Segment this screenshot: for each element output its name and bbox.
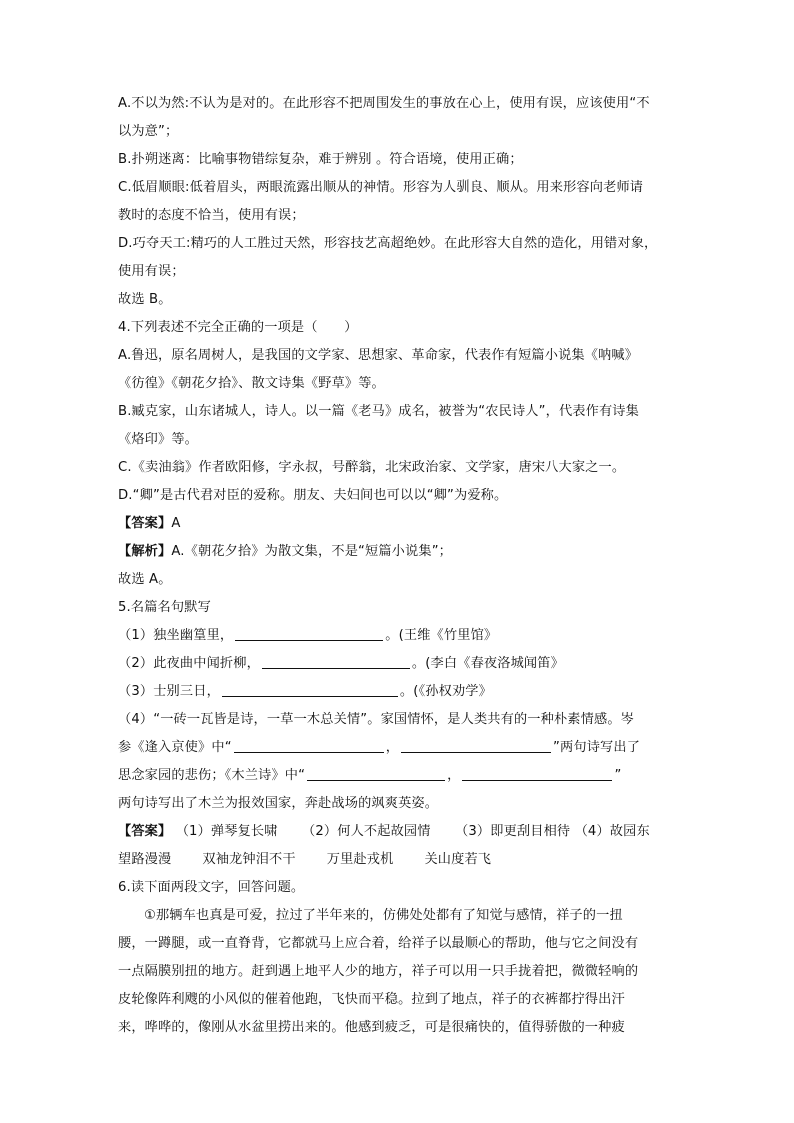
q5-stem: 5.名篇名句默写 (118, 600, 211, 615)
q3-analysis-a-line2: 以为意”； (118, 124, 179, 139)
q4-option-a-line1: A.鲁迅，原名周树人，是我国的文学家、思想家、革命家，代表作有短篇小说集《呐喊》 (118, 348, 639, 363)
analysis-tag: 【解析】 (118, 544, 172, 559)
q5-item-4-line2 (118, 734, 678, 762)
fill-blank[interactable] (222, 682, 398, 697)
q4-option-b-line1: B.臧克家，山东诸城人，诗人。以一篇《老马》成名，被誉为“农民诗人”，代表作有诗集 (118, 404, 639, 419)
q5-item-3-source: 。(《孙权劝学》 (399, 684, 492, 699)
q5-item-3-text: （3）士别三日， (118, 684, 220, 699)
answer-tag: 【答案】 (118, 824, 172, 839)
q5-item-4-text: 参《逢入京使》中“ (118, 740, 232, 755)
q4-answer-value: A (171, 516, 181, 531)
fill-blank[interactable] (262, 654, 410, 669)
q6-passage-line4: 皮轮像阵利飕的小风似的催着他跑，飞快而平稳。拉到了地点，祥子的衣裤都拧得出汗 (118, 992, 625, 1007)
comma: ， (447, 768, 461, 783)
q6-passage-line1: ①那辆车也真是可爱，拉过了半年来的，仿佛处处都有了知觉与感情，祥子的一扭 (144, 908, 623, 923)
q3-analysis-b: B.扑朔迷离：比喻事物错综复杂，难于辨别 。符合语境，使用正确； (118, 152, 523, 167)
fill-blank[interactable] (401, 738, 551, 753)
answer-tag: 【答案】 (118, 516, 172, 531)
q4-option-b-line2: 《烙印》等。 (118, 432, 199, 447)
q5-item-1-text: （1）独坐幽篁里， (118, 628, 234, 643)
q5-item-1 (118, 622, 678, 650)
q4-stem: 4.下列表述不完全正确的一项是（ ） (118, 320, 358, 335)
q4-option-d: D.“卿”是古代君对臣的爱称。朋友、夫妇间也可以以“卿”为爱称。 (118, 488, 508, 503)
q3-analysis-d-line1: D.巧夺天工:精巧的人工胜过天然，形容技艺高超绝妙。在此形容大自然的造化，用错对象， (118, 236, 658, 251)
q3-analysis-d-line2: 使用有误； (118, 264, 185, 279)
q5-item-4-line1: （4）“一砖一瓦皆是诗，一草一木总关情”。家国情怀，是人类共有的一种朴素情感。岑 (118, 712, 634, 727)
q3-conclusion: 故选 B。 (118, 292, 172, 307)
document-page (118, 90, 678, 1042)
q3-analysis-c-line1: C.低眉顺眼:低着眉头，两眼流露出顺从的神情。形容为人驯良、顺从。用来形容向老师请 (118, 180, 644, 195)
q5-item-4-text: ” (614, 768, 622, 783)
q5-answer-line1 (118, 818, 678, 846)
q4-answer (118, 510, 678, 538)
q5-item-4-text: ”两句诗写出了 (553, 740, 641, 755)
q6-passage-line5: 来，哗哗的，像刚从水盆里捞出来的。他感到疲乏，可是很痛快的，值得骄傲的一种疲 (118, 1020, 625, 1035)
q3-analysis-a-line1: A.不以为然:不认为是对的。在此形容不把周围发生的事放在心上，使用有误，应该使用“不 (118, 96, 650, 111)
q5-item-2-text: （2）此夜曲中闻折柳， (118, 656, 260, 671)
q5-item-4-line3 (118, 762, 678, 790)
fill-blank[interactable] (235, 626, 383, 641)
q5-item-1-source: 。(王维《竹里馆》 (385, 628, 498, 643)
fill-blank[interactable] (462, 766, 612, 781)
comma: ， (385, 740, 400, 755)
q5-answer-line2: 望路漫漫 双袖龙钟泪不干 万里赴戎机 关山度若飞 (118, 852, 492, 867)
q5-answer-text: （1）弹琴复长啸 （2）何人不起故园情 （3）即更刮目相待 （4）故园东 (171, 824, 650, 839)
q5-item-2-source: 。(李白《春夜洛城闻笛》 (411, 656, 564, 671)
q4-option-a-line2: 《彷徨》《朝花夕拾》、散文诗集《野草》等。 (118, 376, 385, 391)
q6-passage-line2: 腰，一蹲腿，或一直脊背，它都就马上应合着，给祥子以最顺心的帮助，他与它之间没有 (118, 936, 639, 951)
q5-item-2 (118, 650, 678, 678)
q5-item-4-line4: 两句诗写出了木兰为报效国家，奔赴战场的飒爽英姿。 (118, 796, 439, 811)
q6-passage-line3: 一点隔膜别扭的地方。赶到遇上地平人少的地方，祥子可以用一只手拢着把，微微轻响的 (118, 964, 639, 979)
q5-item-4-text: 思念家园的悲伤；《木兰诗》中“ (118, 768, 306, 783)
q4-conclusion: 故选 A。 (118, 572, 172, 587)
q3-analysis-c-line2: 教时的态度不恰当，使用有误； (118, 208, 305, 223)
q5-item-3 (118, 678, 678, 706)
q4-option-c: C.《卖油翁》作者欧阳修，字永叔，号醉翁，北宋政治家、文学家，唐宋八大家之一。 (118, 460, 626, 475)
q4-analysis-text: A.《朝花夕拾》为散文集，不是“短篇小说集”； (171, 544, 453, 559)
fill-blank[interactable] (307, 766, 445, 781)
fill-blank[interactable] (234, 738, 384, 753)
q4-analysis (118, 538, 678, 566)
q6-stem: 6.读下面两段文字，回答问题。 (118, 880, 305, 895)
